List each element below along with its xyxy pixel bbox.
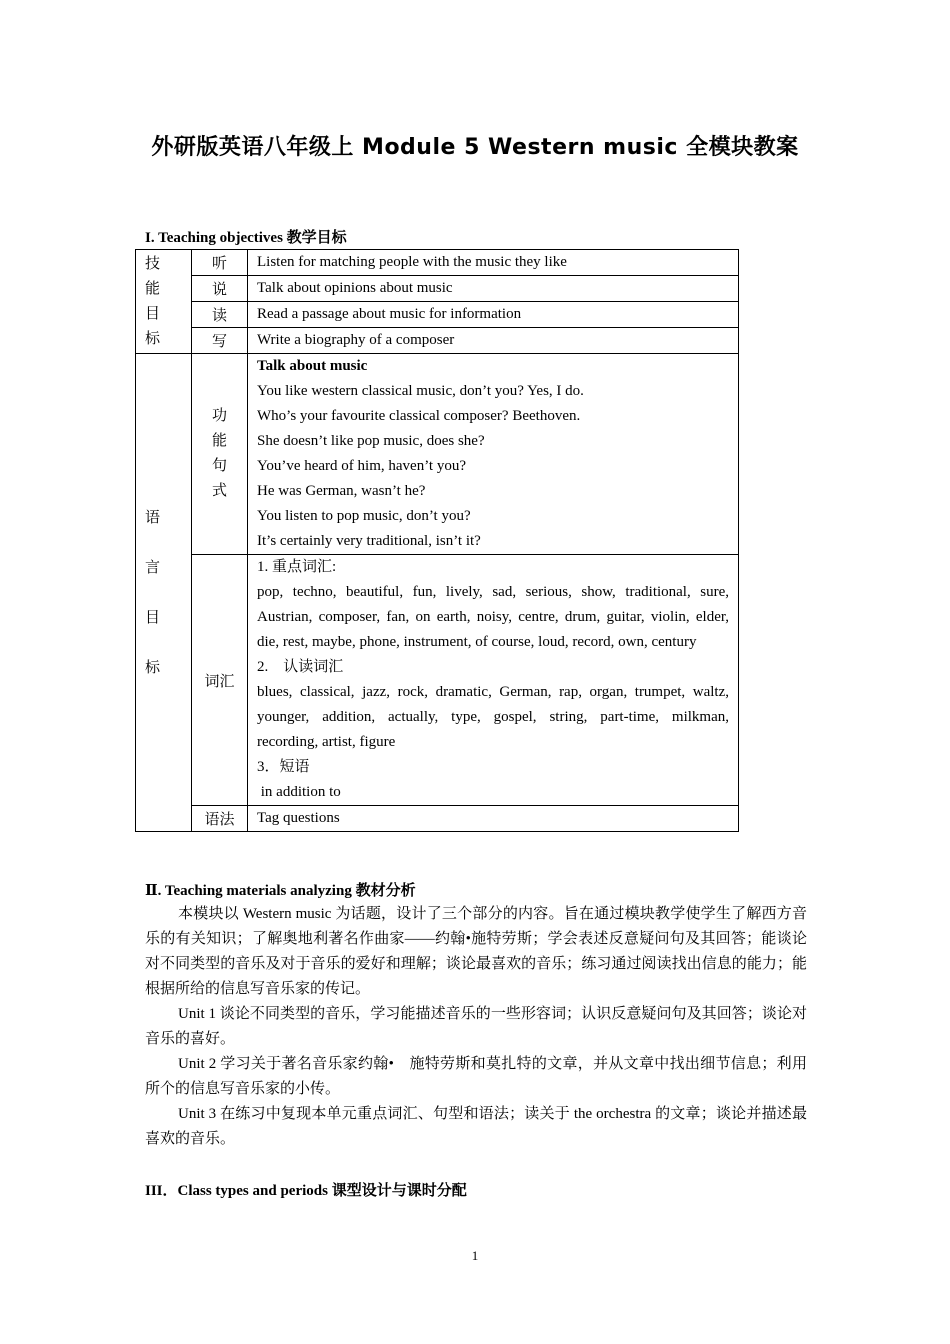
skill-reading-text: Read a passage about music for information	[248, 302, 739, 328]
page-number: 1	[471, 1248, 479, 1263]
vocab-list-2: blues, classical, jazz, rock, dramatic, German, rap, organ, trumpet, waltz, younger, addition, actually, type, gospel, string, part-time, milkman, recording, artist, figure	[257, 684, 729, 750]
function-sentence: Who’s your favourite classical composer? Beethoven.	[257, 408, 581, 424]
function-sentence: You like western classical music, don’t you? Yes, I do.	[257, 383, 584, 399]
paragraph: Unit 3 在练习中复现本单元重点词汇、句型和语法；读关于 the orchestra 的文章；谈论并描述最喜欢的音乐。	[145, 1106, 807, 1147]
skill-listening-label: 听	[192, 250, 248, 276]
grammar-label: 语法	[192, 806, 248, 832]
skill-listening-text: Listen for matching people with the music they like	[248, 250, 739, 276]
function-sentence: She doesn’t like pop music, does she?	[257, 433, 485, 449]
section3-heading: III．Class types and periods 课型设计与课时分配	[145, 1183, 467, 1199]
function-sentence: You listen to pop music, don’t you?	[257, 508, 471, 524]
paragraph: Unit 1 谈论不同类型的音乐，学习能描述音乐的一些形容词；认识反意疑问句及其回答；谈论对音乐的喜好。	[145, 1006, 807, 1047]
vocab-heading-1: 1. 重点词汇:	[257, 559, 337, 575]
functions-content	[248, 354, 739, 555]
function-sentence: It’s certainly very traditional, isn’t it?	[257, 533, 481, 549]
grammar-content: Tag questions	[248, 806, 739, 832]
language-category-cell: 语 言 目 标	[136, 354, 192, 832]
function-sentence: You’ve heard of him, haven’t you?	[257, 458, 466, 474]
vocab-heading-2: 2. 认读词汇	[257, 659, 344, 675]
functions-title: Talk about music	[257, 358, 368, 374]
document-title: 外研版英语八年级上 Module 5 Western music 全模块教案	[151, 135, 799, 160]
function-sentence: He was German, wasn’t he?	[257, 483, 426, 499]
vocab-list-1: pop, techno, beautiful, fun, lively, sad, serious, show, traditional, sure, Austrian, composer, fan, on earth, noisy, centre, drum, guitar, violin, elder, die, rest, maybe, phone, instrument, of course, loud, record, own, century	[257, 584, 729, 650]
vocab-heading-3: 3．短语	[257, 759, 310, 775]
paragraph: 本模块以 Western music 为话题，设计了三个部分的内容。旨在通过模块教学使学生了解西方音乐的有关知识；了解奥地利著名作曲家——约翰•施特劳斯；学会表述反意疑问句及其回答；能谈论对不同类型的音乐及对于音乐的爱好和理解；谈论最喜欢的音乐；练习通过阅读找出信息的能力；能根据所给的信息写音乐家的传记。	[145, 906, 807, 997]
skill-speaking-text: Talk about opinions about music	[248, 276, 739, 302]
skills-category-cell: 技 能 目 标	[136, 250, 192, 354]
materials-analysis	[145, 902, 807, 1152]
paragraph: Unit 2 学习关于著名音乐家约翰• 施特劳斯和莫扎特的文章，并从文章中找出细节信息；利用所个的信息写音乐家的小传。	[145, 1056, 807, 1097]
vocab-label: 词汇	[192, 555, 248, 806]
skill-writing-text: Write a biography of a composer	[248, 328, 739, 354]
section2-heading: Ⅱ. Teaching materials analyzing 教材分析	[145, 883, 416, 899]
objectives-table	[135, 249, 739, 832]
skill-reading-label: 读	[192, 302, 248, 328]
skill-speaking-label: 说	[192, 276, 248, 302]
section1-heading: I. Teaching objectives 教学目标	[145, 230, 347, 246]
skill-writing-label: 写	[192, 328, 248, 354]
vocab-content	[248, 555, 739, 806]
vocab-list-3: in addition to	[257, 784, 341, 800]
functions-label-cell: 功 能 句 式	[192, 354, 248, 555]
